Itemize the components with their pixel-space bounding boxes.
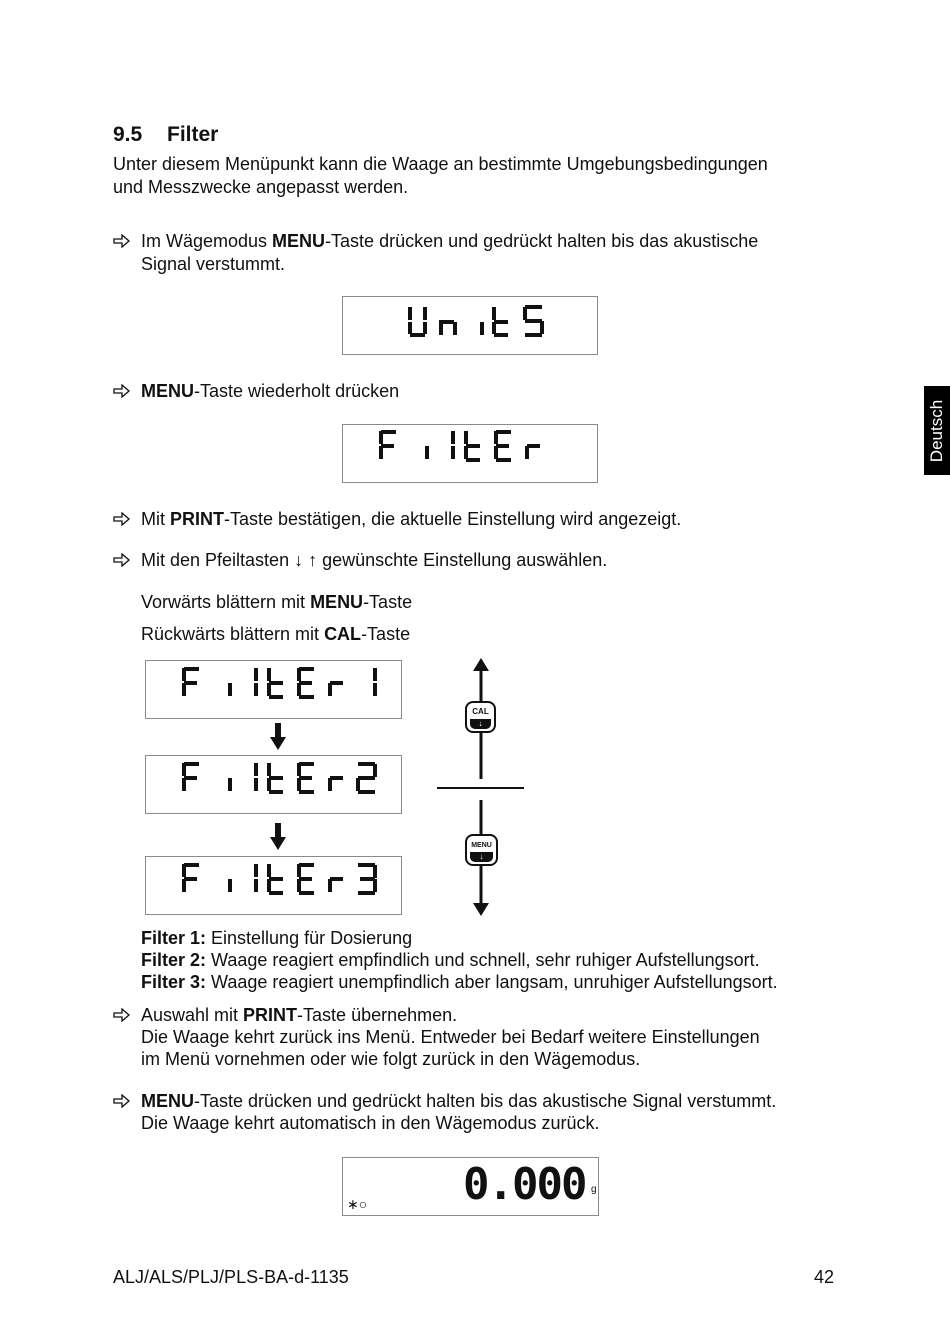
- step4-line: Mit den Pfeiltasten ↓ ↑ gewünschte Einstellung auswählen.: [141, 550, 608, 570]
- page-number: 42: [814, 1267, 835, 1287]
- display-units: [342, 296, 598, 355]
- step6-line-1: MENU-Taste drücken und gedrückt halten bis das akustische Signal verstummt.: [141, 1091, 777, 1111]
- forward-line: Vorwärts blättern mit MENU-Taste: [141, 592, 413, 612]
- bullet-arrow-icon: [113, 234, 131, 248]
- section-title: Filter: [167, 123, 219, 146]
- step2-line: MENU-Taste wiederholt drücken: [141, 381, 400, 401]
- display-filter: [342, 424, 598, 483]
- language-tab-label: Deutsch: [927, 399, 946, 462]
- key-navigation-diagram: [430, 655, 530, 920]
- footer-doc-id: ALJ/ALS/PLJ/PLS-BA-d-1135: [113, 1267, 349, 1287]
- filter-1-desc: Filter 1: Einstellung für Dosierung: [141, 928, 413, 948]
- down-arrow-icon: [268, 723, 288, 751]
- step5-line-3: im Menü vornehmen oder wie folgt zurück in den Wägemodus.: [141, 1049, 641, 1069]
- step1-line-1: Im Wägemodus MENU-Taste drücken und gedrückt halten bis das akustische: [141, 231, 759, 251]
- step5-line-1: Auswahl mit PRINT-Taste übernehmen.: [141, 1005, 458, 1025]
- filter-3-desc: Filter 3: Waage reagiert unempfindlich aber langsam, unruhiger Aufstellungsort.: [141, 972, 778, 992]
- stability-symbols-icon: ∗○: [347, 1196, 368, 1212]
- step3-line: Mit PRINT-Taste bestätigen, die aktuelle Einstellung wird angezeigt.: [141, 509, 682, 529]
- display-filter-segments: [343, 425, 599, 484]
- menu-key-arrow-icon: ↓: [470, 852, 493, 862]
- cal-key-icon: [465, 701, 496, 733]
- bullet-arrow-icon: [113, 512, 131, 526]
- display-filter-3-segments: [146, 857, 403, 916]
- intro-line-1: Unter diesem Menüpunkt kann die Waage an bestimmte Umgebungsbedingungen: [113, 154, 768, 174]
- language-tab: [924, 386, 950, 475]
- bullet-arrow-icon: [113, 384, 131, 398]
- cal-key-label: CAL: [472, 707, 489, 716]
- display-units-segments: [343, 297, 599, 356]
- backward-line: Rückwärts blättern mit CAL-Taste: [141, 624, 411, 644]
- weigh-unit: g: [591, 1184, 597, 1195]
- section-number: 9.5: [113, 123, 143, 146]
- step6-line-2: Die Waage kehrt automatisch in den Wägemodus zurück.: [141, 1113, 600, 1133]
- display-filter-1: [145, 660, 402, 719]
- bullet-arrow-icon: [113, 553, 131, 567]
- filter-2-desc: Filter 2: Waage reagiert empfindlich und schnell, sehr ruhiger Aufstellungsort.: [141, 950, 760, 970]
- down-arrow-icon: [268, 823, 288, 851]
- cal-key-arrow-icon: ↓: [470, 719, 491, 729]
- intro-line-2: und Messzwecke angepasst werden.: [113, 177, 409, 197]
- display-filter-1-segments: [146, 661, 403, 720]
- display-weighing: [342, 1157, 599, 1216]
- arrow-keys-icon: ↓ ↑: [294, 550, 318, 570]
- display-filter-2: [145, 755, 402, 814]
- step5-line-2: Die Waage kehrt zurück ins Menü. Entweder bei Bedarf weitere Einstellungen: [141, 1027, 760, 1047]
- display-filter-3: [145, 856, 402, 915]
- bullet-arrow-icon: [113, 1094, 131, 1108]
- menu-key-icon: [465, 834, 498, 866]
- display-filter-2-segments: [146, 756, 403, 815]
- bullet-arrow-icon: [113, 1008, 131, 1022]
- menu-key-label: MENU: [471, 842, 492, 849]
- weigh-value: 0.000: [463, 1159, 586, 1210]
- step1-line-2: Signal verstummt.: [141, 254, 286, 274]
